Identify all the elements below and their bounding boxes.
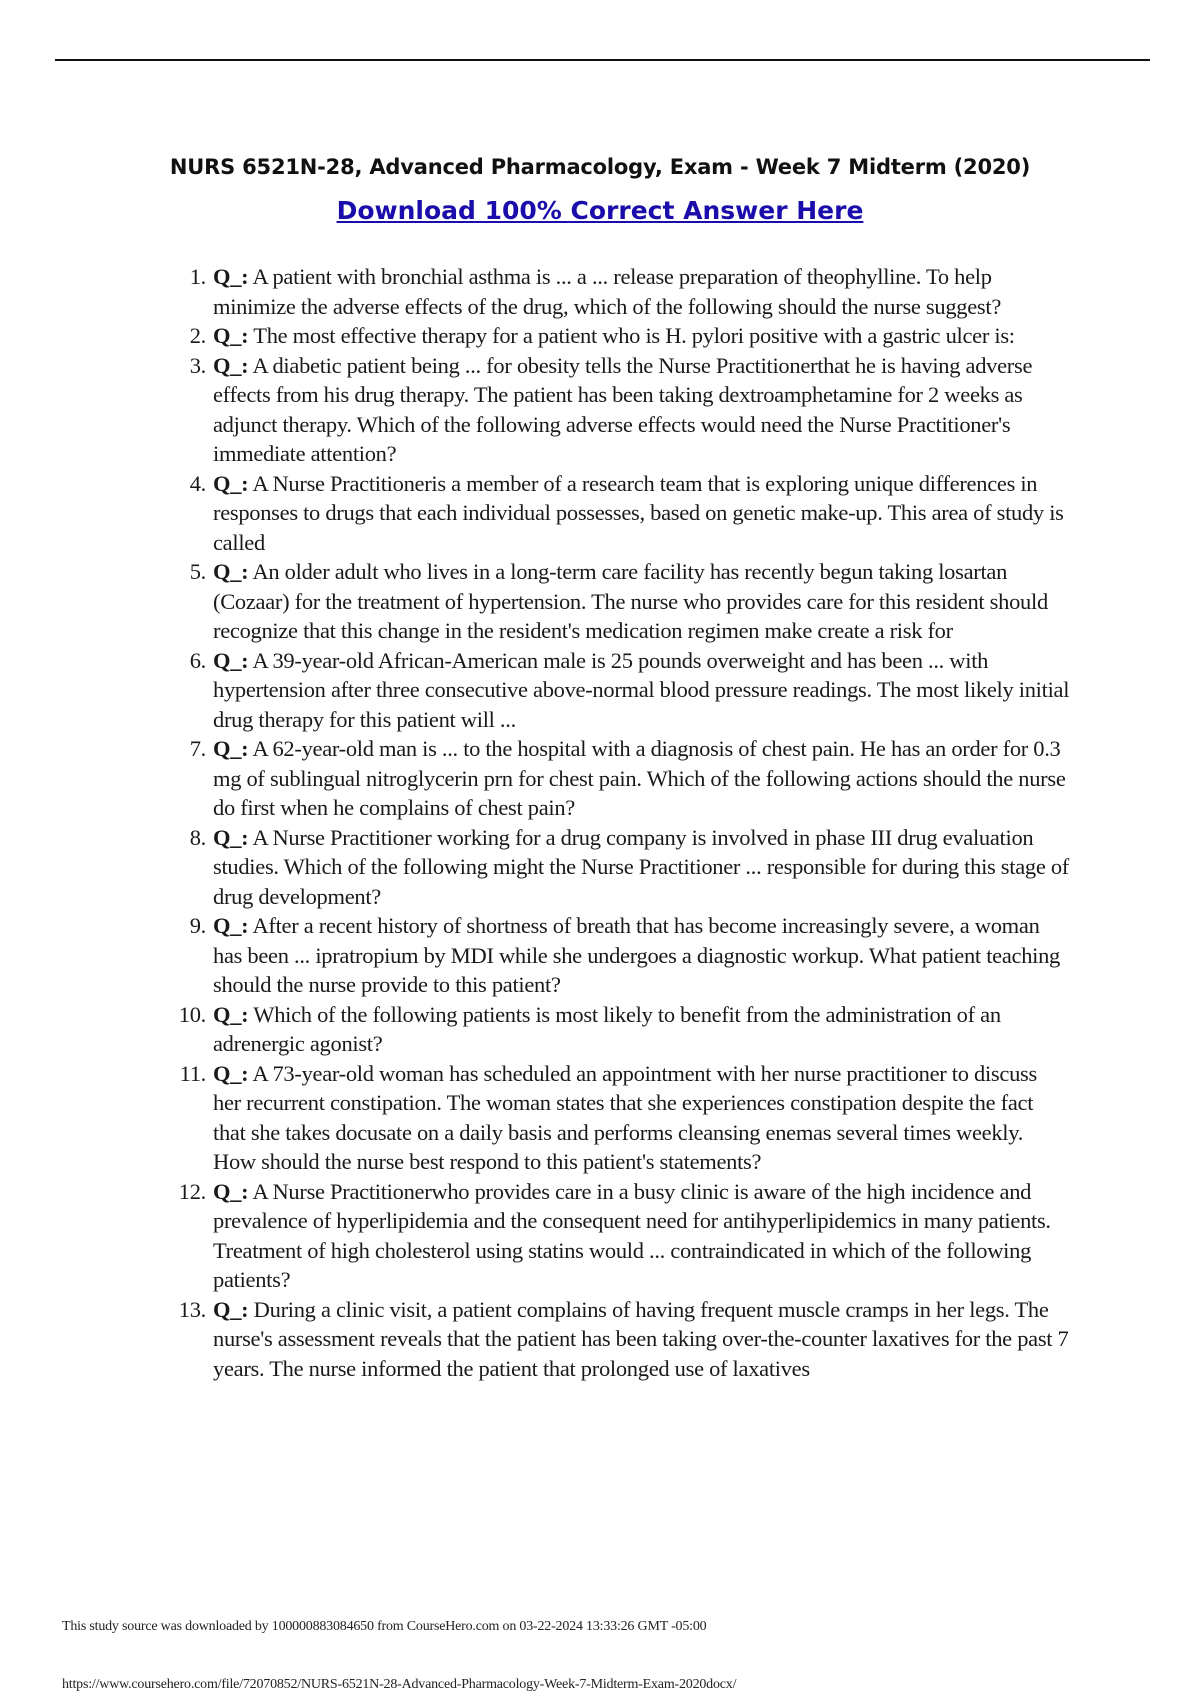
question-number: 10. <box>178 1001 206 1027</box>
question-label: Q_: <box>213 1296 249 1322</box>
question-text: The most effective therapy for a patient who is H. pylori positive with a gastric ulcer is: <box>248 323 1015 348</box>
question-number: 5. <box>189 559 206 584</box>
question-number: 8. <box>189 824 206 850</box>
question-number: 11. <box>179 1060 206 1086</box>
question-label: Q_: <box>213 736 249 761</box>
question-label: Q_: <box>213 647 249 673</box>
question-number: 12. <box>178 1178 206 1204</box>
question-item <box>170 823 1070 912</box>
question-label: Q_: <box>213 352 249 378</box>
question-label: Q_: <box>213 913 249 938</box>
question-item <box>170 262 1070 321</box>
question-item <box>170 734 1070 823</box>
download-answer-link[interactable]: Download 100% Correct Answer Here <box>336 196 864 225</box>
question-number: 2. <box>189 323 206 348</box>
question-label: Q_: <box>213 559 249 584</box>
question-number: 7. <box>189 736 206 761</box>
question-text: A 62-year-old man is ... to the hospital with a diagnosis of chest pain. He has an order for 0.3 mg of sublingual nitroglycerin prn for chest pain. Which of the following actions should the nurse do first when he complains of chest pain? <box>213 736 1066 820</box>
question-text: A Nurse Practitionerwho provides care in a busy clinic is aware of the high incidence and prevalence of hyperlipidemia and the consequent need for antihyperlipidemics in many patients. Treatment of high cholesterol using statins would ... contraindicated in which of the following patients? <box>213 1178 1051 1292</box>
question-text: Which of the following patients is most likely to benefit from the administration of an adrenergic agonist? <box>213 1001 1001 1056</box>
question-item <box>170 1059 1070 1177</box>
question-text: An older adult who lives in a long-term care facility has recently begun taking losartan (Cozaar) for the treatment of hypertension. The nurse who provides care for this resident should recognize that this change in the resident's medication regimen make create a risk for <box>213 559 1048 643</box>
question-number: 9. <box>189 913 206 938</box>
question-number: 13. <box>178 1296 206 1322</box>
question-label: Q_: <box>213 1060 249 1086</box>
question-item <box>170 351 1070 469</box>
question-item <box>170 557 1070 646</box>
document-title: NURS 6521N-28, Advanced Pharmacology, Exam - Week 7 Midterm (2020) <box>169 155 1031 179</box>
question-text: A 39-year-old African-American male is 25 pounds overweight and has been ... with hypertension after three consecutive above-normal blood pressure readings. The most likely initial drug therapy for this patient will ... <box>213 647 1070 732</box>
header-rule <box>55 59 1150 61</box>
download-answer-link-wrapper <box>0 196 1200 225</box>
question-item <box>170 1177 1070 1295</box>
question-item <box>170 911 1070 1000</box>
question-text: A 73-year-old woman has scheduled an appointment with her nurse practitioner to discuss her recurrent constipation. The woman states that she experiences constipation despite the fact that she takes docusate on a daily basis and performs cleansing enemas several times weekly. How should the nurse best respond to this patient's statements? <box>213 1060 1037 1174</box>
question-list <box>170 262 1070 1383</box>
question-item <box>170 321 1070 351</box>
question-label: Q_: <box>213 470 249 496</box>
question-number: 1. <box>189 264 206 289</box>
question-item <box>170 469 1070 558</box>
question-text: A Nurse Practitioner working for a drug company is involved in phase III drug evaluation studies. Which of the following might the Nurse Practitioner ... responsible for during this stage of drug development? <box>213 824 1070 909</box>
question-label: Q_: <box>213 1178 249 1204</box>
question-label: Q_: <box>213 323 249 348</box>
question-text: A Nurse Practitioneris a member of a research team that is exploring unique differences in responses to drugs that each individual possesses, based on genetic make-up. This area of study is called <box>213 470 1064 555</box>
footer-source-note: This study source was downloaded by 100000883084650 from CourseHero.com on 03-22-2024 13:33:26 GMT -05:00 <box>62 1619 707 1634</box>
question-label: Q_: <box>213 1001 249 1027</box>
question-item <box>170 646 1070 735</box>
question-number: 4. <box>189 470 206 496</box>
question-number: 6. <box>189 647 206 673</box>
question-item <box>170 1295 1070 1384</box>
question-number: 3. <box>189 352 206 378</box>
question-text: A diabetic patient being ... for obesity tells the Nurse Practitionerthat he is having adverse effects from his drug therapy. The patient has been taking dextroamphetamine for 2 weeks as adjunct therapy. Which of the following adverse effects would need the Nurse Practitioner's immediate attention? <box>213 352 1033 466</box>
question-text: During a clinic visit, a patient complains of having frequent muscle cramps in her legs. The nurse's assessment reveals that the patient has been taking over-the-counter laxatives for the past 7 years. The nurse informed the patient that prolonged use of laxatives <box>213 1296 1069 1381</box>
question-label: Q_: <box>213 824 249 850</box>
question-item <box>170 1000 1070 1059</box>
question-text: A patient with bronchial asthma is ... a ... release preparation of theophylline. To help minimize the adverse effects of the drug, which of the following should the nurse suggest? <box>213 264 1001 319</box>
footer-url[interactable]: https://www.coursehero.com/file/72070852/NURS-6521N-28-Advanced-Pharmacology-Week-7-Midterm-Exam-2020docx/ <box>62 1677 737 1692</box>
question-text: After a recent history of shortness of breath that has become increasingly severe, a woman has been ... ipratropium by MDI while she undergoes a diagnostic workup. What patient teaching should the nurse provide to this patient? <box>213 913 1061 997</box>
question-label: Q_: <box>213 264 249 289</box>
